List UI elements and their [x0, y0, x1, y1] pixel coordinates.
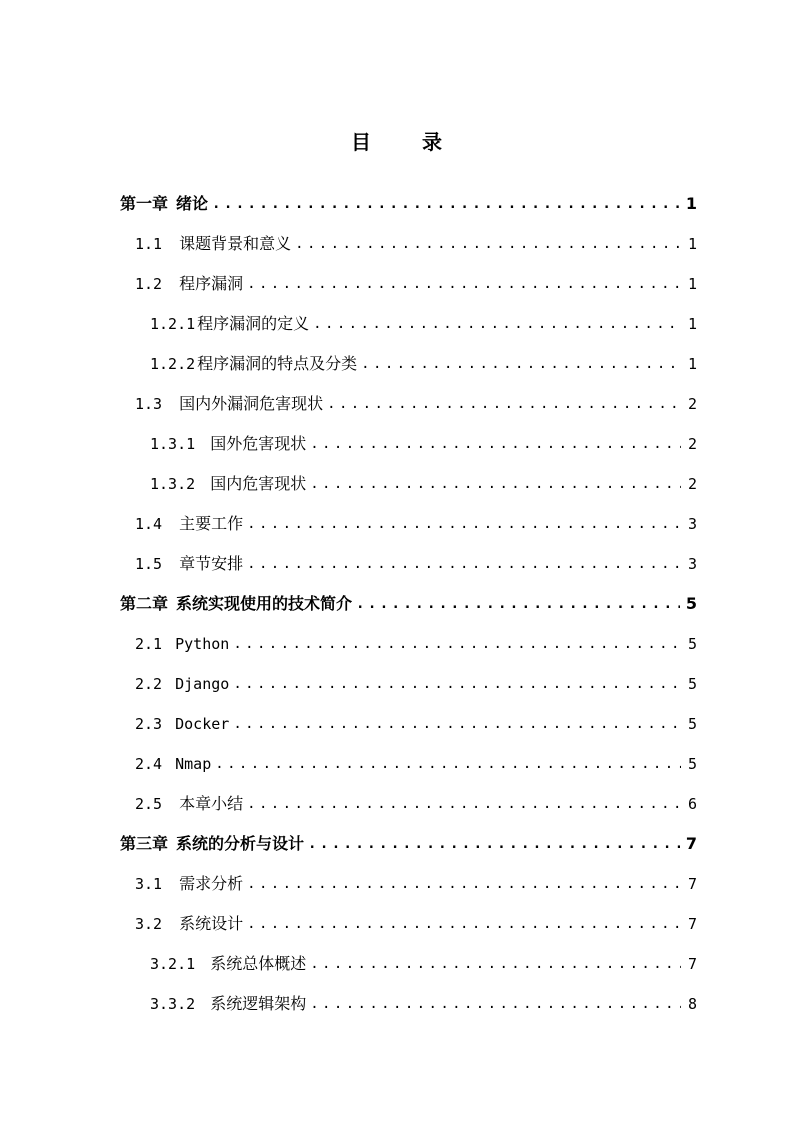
toc-entry-chapter-2[interactable]	[120, 584, 697, 624]
toc-entry-chapter-1[interactable]	[120, 184, 697, 224]
toc-entry-number: 1.3.1	[150, 435, 205, 453]
toc-entry-page: 7	[685, 834, 697, 853]
toc-entry-page: 3	[687, 555, 697, 573]
toc-entry-number: 2.4	[135, 755, 172, 773]
toc-leader-dots	[212, 194, 680, 214]
toc-entry-1-1[interactable]	[135, 224, 697, 264]
toc-leader-dots	[361, 354, 681, 374]
toc-leader-dots	[247, 514, 681, 534]
toc-entry-page: 5	[687, 635, 697, 653]
toc-entry-number: 1.3.2	[150, 475, 205, 493]
toc-entry-title: 需求分析	[179, 874, 244, 893]
toc-entry-title: Django	[175, 675, 230, 693]
toc-entry-2-1[interactable]	[135, 624, 697, 664]
toc-entry-title: 课题背景和意义	[179, 234, 292, 253]
toc-entry-page: 1	[687, 275, 697, 293]
toc-leader-dots	[247, 274, 681, 294]
toc-entry-title: Nmap	[175, 755, 212, 773]
toc-entry-page: 5	[687, 675, 697, 693]
toc-entry-title: 系统实现使用的技术简介	[176, 594, 353, 613]
toc-entry-page: 2	[687, 475, 697, 493]
toc-leader-dots	[310, 994, 681, 1014]
toc-leader-dots	[233, 674, 681, 694]
toc-leader-dots	[308, 834, 680, 854]
toc-entry-title: 程序漏洞的定义	[197, 314, 310, 333]
toc-entry-number: 1.3	[135, 395, 172, 413]
toc-leader-dots	[247, 794, 681, 814]
toc-entry-number: 1.2.2	[150, 355, 196, 373]
toc-entry-2-5[interactable]	[135, 784, 697, 824]
toc-leader-dots	[310, 474, 681, 494]
toc-entry-title: 程序漏洞的特点及分类	[197, 354, 358, 373]
toc-entry-number: 1.2.1	[150, 315, 196, 333]
toc-entry-page: 1	[685, 194, 697, 213]
toc-entry-2-4[interactable]	[135, 744, 697, 784]
toc-entry-page: 7	[687, 915, 697, 933]
toc-entry-2-2[interactable]	[135, 664, 697, 704]
toc-entry-number: 1.5	[135, 555, 172, 573]
toc-entry-title: 程序漏洞	[179, 274, 244, 293]
toc-entry-page: 1	[687, 315, 697, 333]
toc-leader-dots	[247, 554, 681, 574]
toc-leader-dots	[327, 394, 681, 414]
page-title: 目 录	[351, 130, 464, 154]
toc-entry-number: 3.2	[135, 915, 172, 933]
toc-entry-title: 本章小结	[179, 794, 244, 813]
toc-leader-dots	[295, 234, 681, 254]
toc-entry-title: 章节安排	[179, 554, 244, 573]
toc-entry-title: 系统的分析与设计	[176, 834, 305, 853]
toc-entry-3-2-1[interactable]	[150, 944, 697, 984]
toc-entry-title: 国内危害现状	[210, 474, 307, 493]
toc-entry-1-2-2[interactable]	[150, 344, 697, 384]
toc-entry-1-5[interactable]	[135, 544, 697, 584]
toc-entry-page: 5	[687, 715, 697, 733]
toc-entry-number: 2.5	[135, 795, 172, 813]
toc-entry-page: 2	[687, 395, 697, 413]
toc-entry-page: 3	[687, 515, 697, 533]
toc-entry-3-3-2[interactable]	[150, 984, 697, 1024]
toc-entry-number: 2.2	[135, 675, 172, 693]
toc-entry-1-3-1[interactable]	[150, 424, 697, 464]
toc-entry-title: 系统设计	[179, 914, 244, 933]
toc-leader-dots	[310, 954, 681, 974]
toc-entry-page: 7	[687, 875, 697, 893]
toc-entry-number: 3.3.2	[150, 995, 205, 1013]
toc-leader-dots	[215, 754, 681, 774]
toc-entry-number: 2.1	[135, 635, 172, 653]
toc-entry-1-3-2[interactable]	[150, 464, 697, 504]
toc-entry-title: 绪论	[176, 194, 209, 213]
toc-entry-3-2[interactable]	[135, 904, 697, 944]
toc-entry-1-3[interactable]	[135, 384, 697, 424]
toc-entry-chapter-3[interactable]	[120, 824, 697, 864]
toc-leader-dots	[247, 914, 681, 934]
toc-entry-2-3[interactable]	[135, 704, 697, 744]
toc-entry-number: 2.3	[135, 715, 172, 733]
toc-entry-title: 系统总体概述	[210, 954, 307, 973]
toc-entry-number: 1.4	[135, 515, 172, 533]
toc-entry-page: 2	[687, 435, 697, 453]
toc-entry-title: 国内外漏洞危害现状	[179, 394, 324, 413]
toc-entry-1-2-1[interactable]	[150, 304, 697, 344]
toc-entry-title: Docker	[175, 715, 230, 733]
toc-leader-dots	[247, 874, 681, 894]
toc-entry-number: 1.2	[135, 275, 172, 293]
toc-entry-title: 国外危害现状	[210, 434, 307, 453]
toc-leader-dots	[356, 594, 680, 614]
toc-entry-1-4[interactable]	[135, 504, 697, 544]
toc-entry-page: 5	[685, 594, 697, 613]
toc-entry-3-1[interactable]	[135, 864, 697, 904]
toc-entry-number: 第二章	[120, 594, 169, 613]
toc-leader-dots	[310, 434, 681, 454]
toc-leader-dots	[233, 634, 681, 654]
toc-entry-number: 第三章	[120, 834, 169, 853]
toc-entry-page: 5	[687, 755, 697, 773]
toc-entry-title: 主要工作	[179, 514, 244, 533]
toc-entry-page: 8	[687, 995, 697, 1013]
toc-entry-title: 系统逻辑架构	[210, 994, 307, 1013]
toc-entry-number: 3.2.1	[150, 955, 205, 973]
toc-leader-dots	[313, 314, 681, 334]
toc-entry-number: 第一章	[120, 194, 169, 213]
toc-entry-page: 1	[687, 235, 697, 253]
toc-entry-number: 1.1	[135, 235, 172, 253]
toc-entry-1-2[interactable]	[135, 264, 697, 304]
toc-entry-page: 1	[687, 355, 697, 373]
toc-entry-title: Python	[175, 635, 230, 653]
toc-entry-page: 6	[687, 795, 697, 813]
toc-entry-page: 7	[687, 955, 697, 973]
toc-entry-number: 3.1	[135, 875, 172, 893]
toc-leader-dots	[233, 714, 681, 734]
